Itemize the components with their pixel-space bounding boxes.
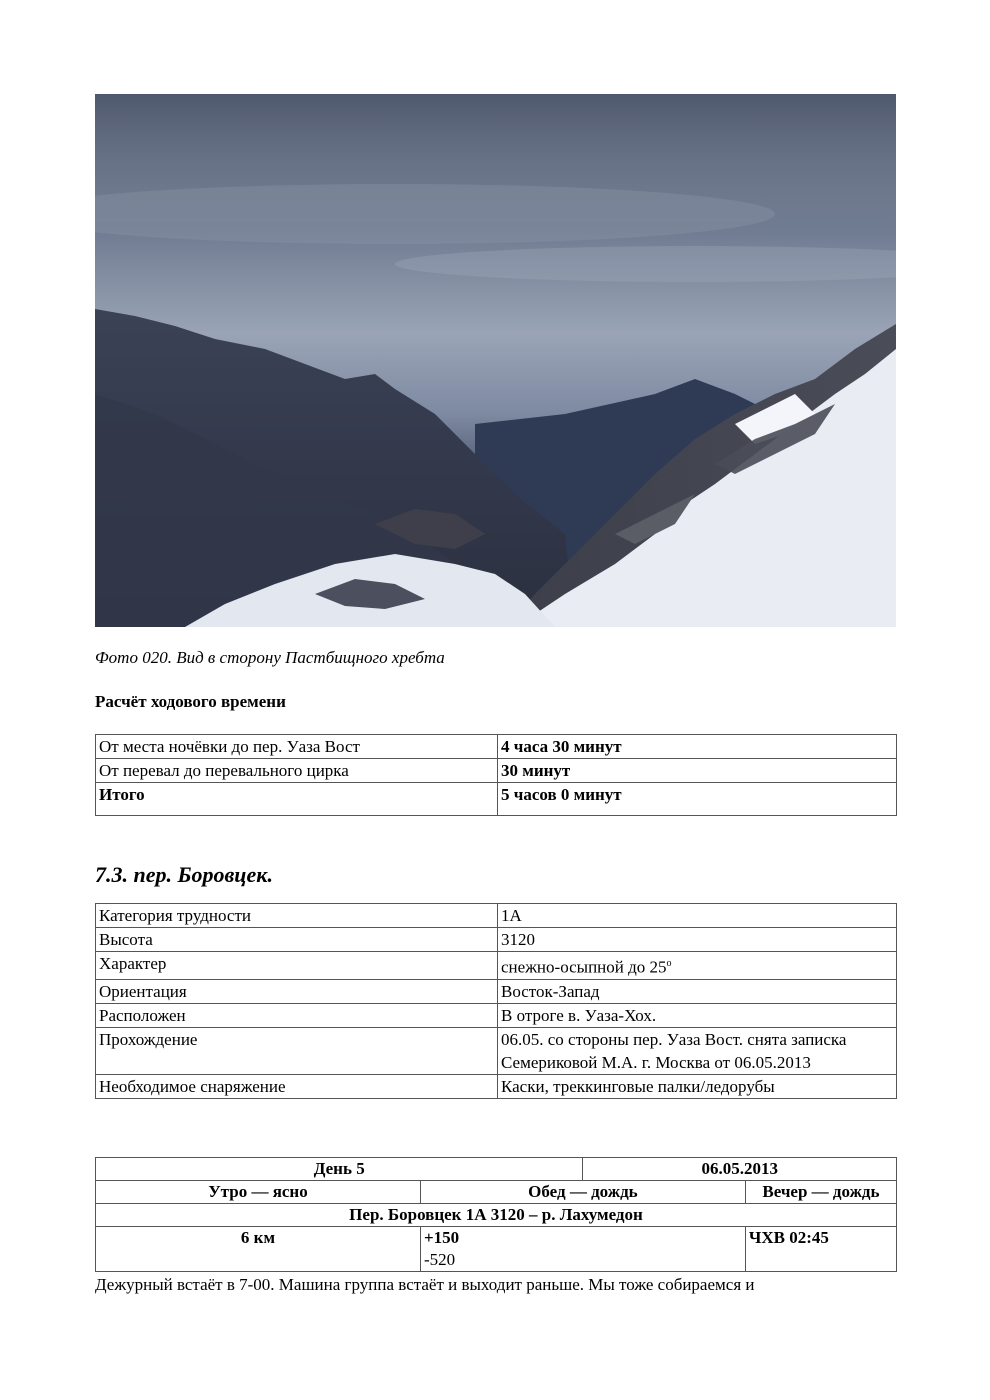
route-cell: Пер. Боровцек 1А 3120 – р. Лахумедон xyxy=(96,1204,897,1227)
table-cell: В отроге в. Уаза-Хох. xyxy=(498,1003,897,1027)
table-cell: 30 минут xyxy=(498,759,897,783)
elevation-cell xyxy=(420,1227,745,1272)
table-cell: Прохождение xyxy=(96,1027,498,1074)
table-cell: Необходимое снаряжение xyxy=(96,1074,498,1098)
table-cell: 4 часа 30 минут xyxy=(498,735,897,759)
table-row xyxy=(96,928,897,952)
noon-weather-cell: Обед — дождь xyxy=(420,1181,745,1204)
morning-weather-cell: Утро — ясно xyxy=(96,1181,421,1204)
distance-cell: 6 км xyxy=(96,1227,421,1272)
table-row xyxy=(96,783,897,816)
time-cell: ЧХВ 02:45 xyxy=(745,1227,896,1272)
table-row xyxy=(96,1003,897,1027)
table-row xyxy=(96,759,897,783)
table-row xyxy=(96,904,897,928)
timing-table xyxy=(95,734,897,816)
table-row xyxy=(96,1158,897,1181)
table-cell: 06.05. со стороны пер. Уаза Вост. снята записка Семериковой М.А. г. Москва от 06.05.2013 xyxy=(498,1027,897,1074)
ascent-value: +150 xyxy=(423,1228,460,1247)
table-cell: 3120 xyxy=(498,928,897,952)
evening-weather-cell: Вечер — дождь xyxy=(745,1181,896,1204)
body-paragraph: Дежурный встаёт в 7-00. Машина группа встаёт и выходит раньше. Мы тоже собираемся и xyxy=(95,1275,755,1294)
table-row xyxy=(96,1227,897,1272)
degree-superscript: о xyxy=(666,958,672,969)
table-cell: 1А xyxy=(498,904,897,928)
table-cell: Высота xyxy=(96,928,498,952)
table-cell: От места ночёвки до пер. Уаза Вост xyxy=(96,735,498,759)
table-cell: Восток-Запад xyxy=(498,979,897,1003)
table-row xyxy=(96,735,897,759)
table-cell: Категория трудности xyxy=(96,904,498,928)
table-row xyxy=(96,979,897,1003)
day-table xyxy=(95,1157,897,1272)
table-cell: Итого xyxy=(96,783,498,816)
mountain-photo xyxy=(95,94,896,627)
table-cell xyxy=(498,952,897,980)
table-cell: Характер xyxy=(96,952,498,980)
day-label-cell: День 5 xyxy=(96,1158,583,1181)
timing-heading: Расчёт ходового времени xyxy=(95,692,286,711)
table-row xyxy=(96,1181,897,1204)
section-heading: 7.3. пер. Боровцек. xyxy=(95,862,273,887)
table-row xyxy=(96,1204,897,1227)
table-row xyxy=(96,1074,897,1098)
table-row xyxy=(96,1027,897,1074)
photo-caption: Фото 020. Вид в сторону Пастбищного хребта xyxy=(95,648,445,667)
table-row xyxy=(96,952,897,980)
pass-table xyxy=(95,903,897,1099)
cell-text: снежно-осыпной до 25 xyxy=(501,957,667,977)
table-cell: Ориентация xyxy=(96,979,498,1003)
table-cell: 5 часов 0 минут xyxy=(498,783,897,816)
descent-value: -520 xyxy=(423,1250,456,1269)
table-cell: От перевал до перевального цирка xyxy=(96,759,498,783)
table-cell: Каски, треккинговые палки/ледорубы xyxy=(498,1074,897,1098)
table-cell: Расположен xyxy=(96,1003,498,1027)
date-cell: 06.05.2013 xyxy=(583,1158,897,1181)
